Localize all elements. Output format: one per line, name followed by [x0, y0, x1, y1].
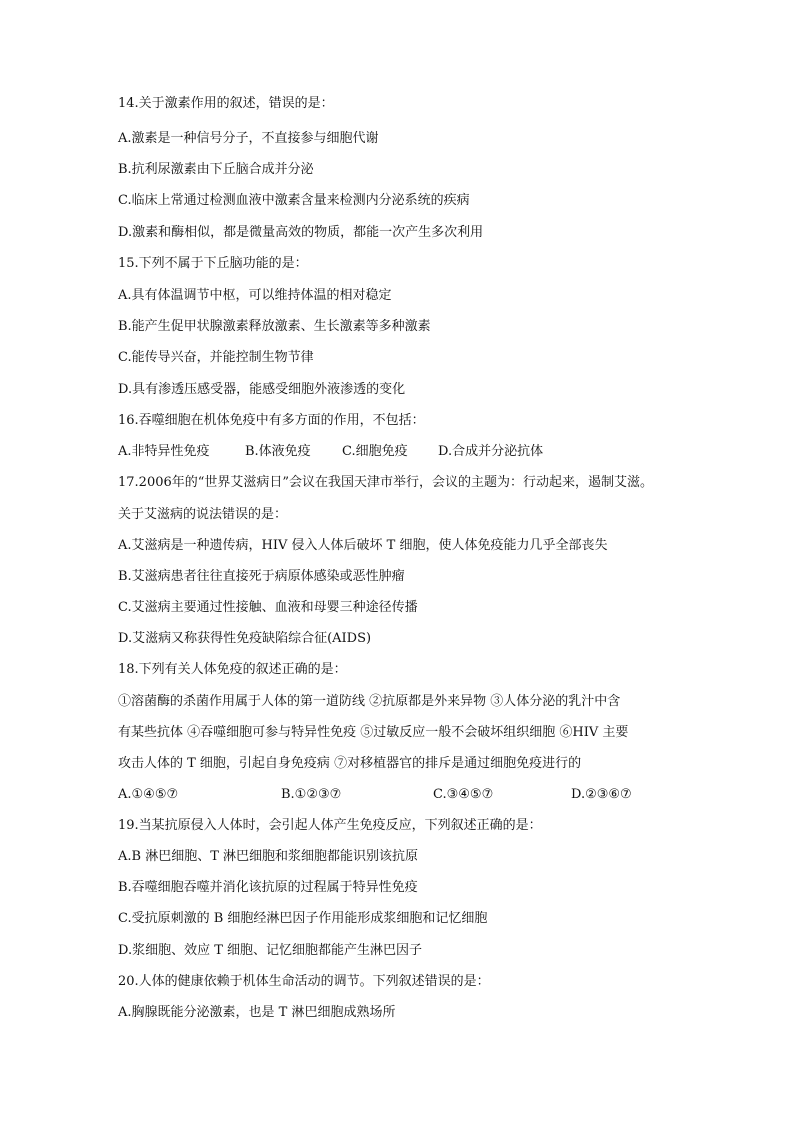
question-18-option-c: C.③④⑤⑦ — [433, 787, 494, 802]
question-18-body-line-3: 攻击人体的 T 细胞，引起自身免疫病 ⑦对移植器官的排斥是通过细胞免疫进行的 — [118, 756, 582, 771]
question-15-option-d: D.具有渗透压感受器，能感受细胞外液渗透的变化 — [118, 382, 406, 397]
question-14-option-d: D.激素和酶相似，都是微量高效的物质，都能一次产生多次利用 — [118, 225, 484, 240]
question-15-option-a: A.具有体温调节中枢，可以维持体温的相对稳定 — [118, 288, 392, 303]
question-15-option-c: C.能传导兴奋，并能控制生物节律 — [118, 350, 314, 365]
question-18-option-d: D.②③⑥⑦ — [571, 787, 632, 802]
question-16-option-b: B.体液免疫 — [245, 444, 311, 459]
question-17-option-c: C.艾滋病主要通过性接触、血液和母婴三种途径传播 — [118, 600, 418, 615]
question-16-options — [118, 443, 678, 461]
question-18-options — [118, 786, 678, 804]
question-18-body-line-1: ①溶菌酶的杀菌作用属于人体的第一道防线 ②抗原都是外来异物 ③人体分泌的乳汁中含 — [118, 694, 621, 709]
question-14-option-c: C.临床上常通过检测血液中激素含量来检测内分泌系统的疾病 — [118, 193, 470, 208]
question-14-option-b: B.抗利尿激素由下丘脑合成并分泌 — [118, 162, 314, 177]
question-17-stem-line-1: 17.2006年的“世界艾滋病日”会议在我国天津市举行，会议的主题为：行动起来，遏制艾滋。 — [118, 475, 654, 490]
question-18-option-a: A.①④⑤⑦ — [118, 787, 179, 802]
question-14-option-a: A.激素是一种信号分子，不直接参与细胞代谢 — [118, 131, 379, 146]
question-19-option-c: C.受抗原刺激的 B 细胞经淋巴因子作用能形成浆细胞和记忆细胞 — [118, 911, 488, 926]
question-16-option-a: A.非特异性免疫 — [118, 444, 210, 459]
question-20-stem: 20.人体的健康依赖于机体生命活动的调节。下列叙述错误的是： — [118, 974, 490, 989]
question-19-option-b: B.吞噬细胞吞噬并消化该抗原的过程属于特异性免疫 — [118, 880, 418, 895]
question-17-stem-line-2: 关于艾滋病的说法错误的是： — [118, 507, 288, 522]
question-18-option-b: B.①②③⑦ — [281, 787, 342, 802]
question-20-option-a: A.胸腺既能分泌激素，也是 T 淋巴细胞成熟场所 — [118, 1005, 396, 1020]
question-17-option-d: D.艾滋病又称获得性免疫缺陷综合征(AIDS) — [118, 631, 372, 646]
question-19-option-a: A.B 淋巴细胞、T 淋巴细胞和浆细胞都能识别该抗原 — [118, 849, 419, 864]
question-15-stem: 15.下列不属于下丘脑功能的是： — [118, 256, 308, 271]
question-16-option-c: C.细胞免疫 — [342, 444, 408, 459]
question-19-stem: 19.当某抗原侵入人体时，会引起人体产生免疫反应，下列叙述正确的是： — [118, 818, 542, 833]
question-17-option-a: A.艾滋病是一种遗传病，HIV 侵入人体后破坏 T 细胞，使人体免疫能力几乎全部丧失 — [118, 538, 608, 553]
question-16-stem: 16.吞噬细胞在机体免疫中有多方面的作用，不包括： — [118, 413, 425, 428]
question-14-stem: 14.关于激素作用的叙述，错误的是： — [118, 96, 334, 111]
question-19-option-d: D.浆细胞、效应 T 细胞、记忆细胞都能产生淋巴因子 — [118, 943, 423, 958]
question-18-stem: 18.下列有关人体免疫的叙述正确的是： — [118, 662, 347, 677]
question-15-option-b: B.能产生促甲状腺激素释放激素、生长激素等多种激素 — [118, 319, 431, 334]
question-17-option-b: B.艾滋病患者往往直接死于病原体感染或恶性肿瘤 — [118, 569, 405, 584]
question-16-option-d: D.合成并分泌抗体 — [438, 444, 544, 459]
question-18-body-line-2: 有某些抗体 ④吞噬细胞可参与特异性免疫 ⑤过敏反应一般不会破坏组织细胞 ⑥HIV 主要 — [118, 725, 629, 740]
